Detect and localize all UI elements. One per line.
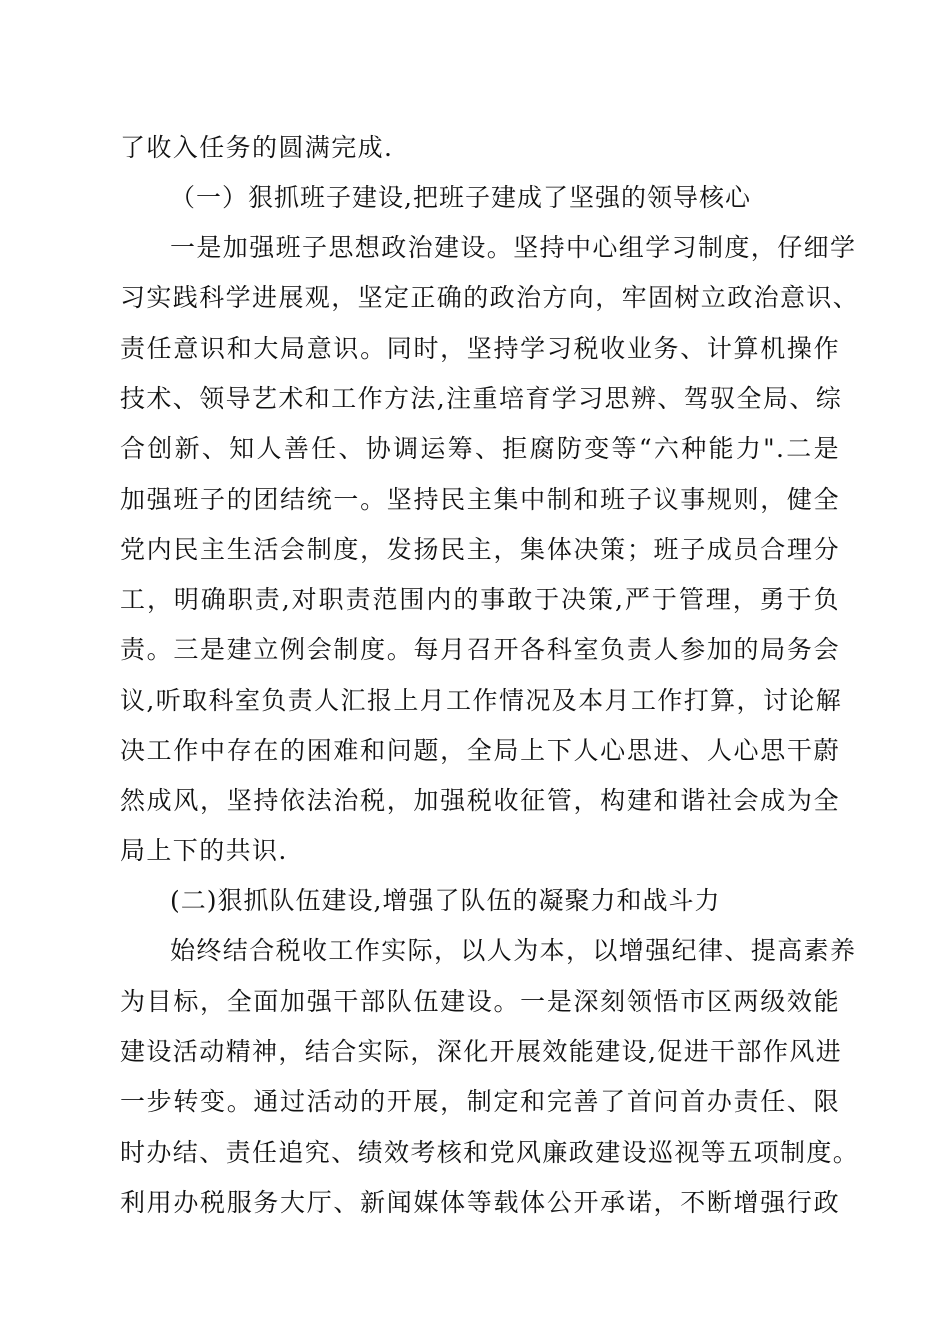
section-heading-2: (二)狠抓队伍建设,增强了队伍的凝聚力和战斗力 <box>170 886 721 915</box>
text-line-15: 局上下的共识. <box>120 836 288 865</box>
text-line-9: 党内民主生活会制度，发扬民主，集体决策；班子成员合理分 <box>120 535 840 564</box>
text-line-20: 一步转变。通过活动的开展，制定和完善了首问首办责任、限 <box>120 1087 840 1116</box>
text-line-11: 责。三是建立例会制度。每月召开各科室负责人参加的局务会 <box>120 635 840 664</box>
text-line-18: 为目标，全面加强干部队伍建设。一是深刻领悟市区两级效能 <box>120 987 840 1016</box>
text-line-19: 建设活动精神，结合实际，深化开展效能建设,促进干部作风进 <box>120 1037 843 1066</box>
text-line-6: 技术、领导艺术和工作方法,注重培育学习思辨、驾驭全局、综 <box>120 384 843 413</box>
text-line-1: 了收入任务的圆满完成. <box>120 133 394 162</box>
section-heading-1: （一）狠抓班子建设,把班子建成了坚强的领导核心 <box>170 183 751 212</box>
text-line-22: 利用办税服务大厅、新闻媒体等载体公开承诺，不断增强行政 <box>120 1188 840 1217</box>
text-line-13: 决工作中存在的困难和问题，全局上下人心思进、人心思干蔚 <box>120 736 840 765</box>
text-line-3: 一是加强班子思想政治建设。坚持中心组学习制度，仔细学 <box>170 233 857 262</box>
text-line-4: 习实践科学进展观，坚定正确的政治方向，牢固树立政治意识、 <box>120 283 860 312</box>
text-line-14: 然成风，坚持依法治税，加强税收征管，构建和谐社会成为全 <box>120 786 840 815</box>
text-line-17: 始终结合税收工作实际，以人为本，以增强纪律、提高素养 <box>170 936 857 965</box>
text-line-7: 合创新、知人善任、协调运筹、拒腐防变等“六种能力".二是 <box>120 434 840 463</box>
text-line-21: 时办结、责任追究、绩效考核和党风廉政建设巡视等五项制度。 <box>120 1138 860 1167</box>
text-line-5: 责任意识和大局意识。同时，坚持学习税收业务、计算机操作 <box>120 334 840 363</box>
text-line-12: 议,听取科室负责人汇报上月工作情况及本月工作打算，讨论解 <box>120 686 843 715</box>
text-line-10: 工，明确职责,对职责范围内的事敢于决策,严于管理，勇于负 <box>120 585 840 614</box>
text-line-8: 加强班子的团结统一。坚持民主集中制和班子议事规则，健全 <box>120 485 840 514</box>
